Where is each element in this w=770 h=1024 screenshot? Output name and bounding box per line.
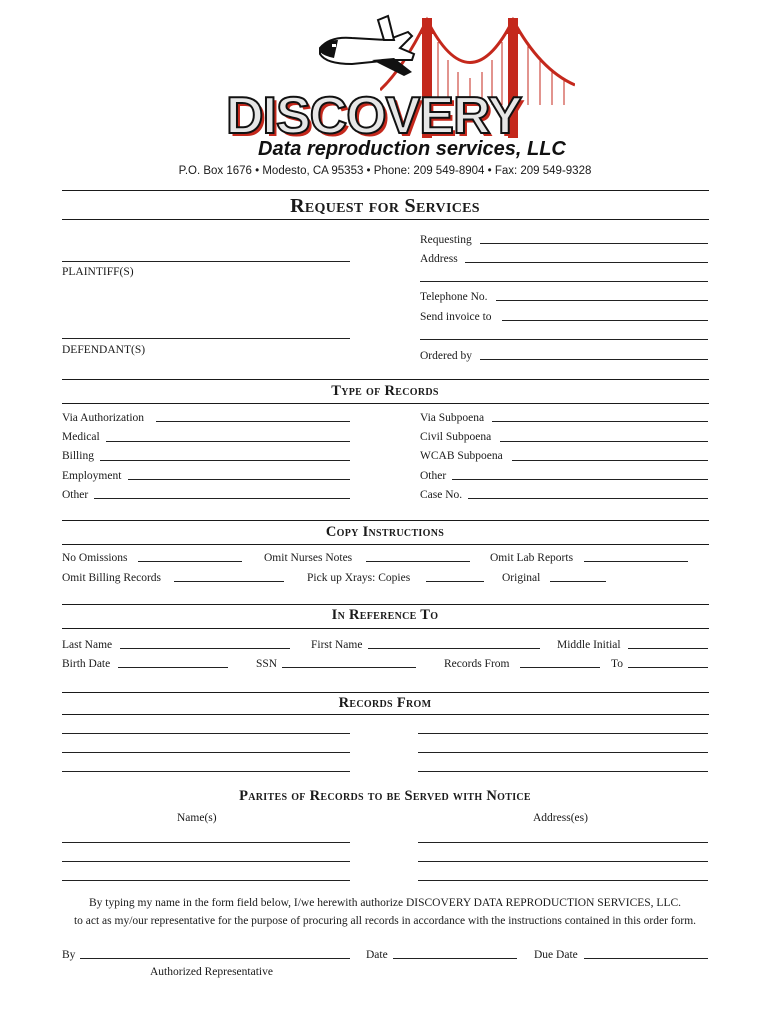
address-field[interactable] — [465, 262, 708, 263]
first-name-field[interactable] — [368, 648, 540, 649]
records-from-heading: Records From — [338, 695, 432, 711]
middle-initial-label: Middle Initial — [557, 639, 621, 651]
party-address-field[interactable] — [418, 842, 708, 843]
original-label: Original — [502, 572, 541, 584]
via-authorization-label: Via Authorization — [62, 412, 145, 424]
records-from-line[interactable] — [62, 752, 350, 753]
due-date-label: Due Date — [534, 949, 578, 961]
authorization-text-line-2: to act as my/our representative for the purpose of procuring all records in accordance with the instructions contained in this order form. — [73, 915, 697, 927]
type-of-records-heading: Type of Records — [331, 383, 439, 399]
divider — [62, 544, 709, 545]
party-name-field[interactable] — [62, 880, 350, 881]
records-from-line[interactable] — [62, 733, 350, 734]
medical-field[interactable] — [106, 441, 350, 442]
employment-label: Employment — [62, 470, 122, 482]
address-field-line-2[interactable] — [420, 281, 708, 282]
defendant-label: DEFENDANT(S) — [62, 344, 146, 356]
records-from-line[interactable] — [418, 752, 708, 753]
company-address: P.O. Box 1676 • Modesto, CA 95353 • Phone: 209 549-8904 • Fax: 209 549-9328 — [178, 165, 592, 177]
address-label: Address — [420, 253, 458, 265]
by-label: By — [62, 949, 76, 961]
other-left-field[interactable] — [94, 498, 350, 499]
ordered-by-label: Ordered by — [420, 350, 473, 362]
authorized-representative-label: Authorized Representative — [150, 966, 273, 978]
divider — [62, 628, 709, 629]
billing-field[interactable] — [100, 460, 350, 461]
records-to-label: To — [611, 658, 623, 670]
records-from-line[interactable] — [418, 771, 708, 772]
other-left-label: Other — [62, 489, 89, 501]
divider — [62, 604, 709, 605]
via-subpoena-field[interactable] — [492, 421, 708, 422]
logo-wordmark: DISCOVERY — [226, 87, 522, 145]
divider — [62, 714, 709, 715]
omit-nurses-notes-label: Omit Nurses Notes — [264, 552, 353, 564]
divider — [62, 190, 709, 191]
omit-billing-records-field[interactable] — [174, 581, 284, 582]
wcab-subpoena-field[interactable] — [512, 460, 708, 461]
send-invoice-field-line-2[interactable] — [420, 339, 708, 340]
authorization-text-line-1: By typing my name in the form field below, I/we herewith authorize DISCOVERY DATA REPRODUCTION SERVICES, LLC. — [88, 897, 682, 909]
omit-lab-reports-field[interactable] — [584, 561, 688, 562]
plaintiff-label: PLAINTIFF(S) — [62, 266, 134, 278]
ssn-field[interactable] — [282, 667, 416, 668]
other-right-label: Other — [420, 470, 447, 482]
civil-subpoena-label: Civil Subpoena — [420, 431, 492, 443]
signature-field[interactable] — [80, 958, 350, 959]
in-reference-to-heading: In Reference To — [331, 607, 439, 623]
case-no-field[interactable] — [468, 498, 708, 499]
send-invoice-field[interactable] — [502, 320, 708, 321]
names-label: Name(s) — [177, 812, 217, 824]
plaintiff-field[interactable] — [62, 261, 350, 262]
divider — [62, 520, 709, 521]
logo-tagline: Data reproduction services, LLC — [258, 138, 566, 160]
via-subpoena-label: Via Subpoena — [420, 412, 485, 424]
records-from-date-label: Records From — [444, 658, 510, 670]
records-from-line[interactable] — [418, 733, 708, 734]
birth-date-label: Birth Date — [62, 658, 111, 670]
via-authorization-field[interactable] — [156, 421, 350, 422]
requesting-label: Requesting — [420, 234, 472, 246]
civil-subpoena-field[interactable] — [500, 441, 708, 442]
billing-label: Billing — [62, 450, 94, 462]
birth-date-field[interactable] — [118, 667, 228, 668]
omit-billing-records-label: Omit Billing Records — [62, 572, 162, 584]
omit-lab-reports-label: Omit Lab Reports — [490, 552, 574, 564]
other-right-field[interactable] — [452, 479, 708, 480]
date-field[interactable] — [393, 958, 517, 959]
due-date-field[interactable] — [584, 958, 708, 959]
telephone-label: Telephone No. — [420, 291, 488, 303]
no-omissions-field[interactable] — [138, 561, 242, 562]
medical-label: Medical — [62, 431, 100, 443]
party-name-field[interactable] — [62, 842, 350, 843]
divider — [62, 379, 709, 380]
records-from-line[interactable] — [62, 771, 350, 772]
copy-instructions-heading: Copy Instructions — [325, 524, 445, 540]
party-name-field[interactable] — [62, 861, 350, 862]
employment-field[interactable] — [128, 479, 350, 480]
xray-copies-field[interactable] — [426, 581, 484, 582]
ssn-label: SSN — [256, 658, 278, 670]
divider — [62, 692, 709, 693]
party-address-field[interactable] — [418, 880, 708, 881]
middle-initial-field[interactable] — [628, 648, 708, 649]
ordered-by-field[interactable] — [480, 359, 708, 360]
telephone-field[interactable] — [496, 300, 708, 301]
party-address-field[interactable] — [418, 861, 708, 862]
space-shuttle-icon — [312, 14, 422, 84]
defendant-field[interactable] — [62, 338, 350, 339]
omit-nurses-notes-field[interactable] — [366, 561, 470, 562]
first-name-label: First Name — [311, 639, 363, 651]
no-omissions-label: No Omissions — [62, 552, 128, 564]
form-title: Request for Services — [290, 195, 480, 217]
addresses-label: Address(es) — [533, 812, 588, 824]
case-no-label: Case No. — [420, 489, 463, 501]
send-invoice-label: Send invoice to — [420, 311, 492, 323]
records-from-date-field[interactable] — [520, 667, 600, 668]
records-to-date-field[interactable] — [628, 667, 708, 668]
wcab-subpoena-label: WCAB Subpoena — [420, 450, 503, 462]
date-label: Date — [366, 949, 388, 961]
divider — [62, 403, 709, 404]
requesting-field[interactable] — [480, 243, 708, 244]
last-name-label: Last Name — [62, 639, 113, 651]
xray-original-field[interactable] — [550, 581, 606, 582]
divider — [62, 219, 709, 220]
parties-heading: Parites of Records to be Served with Notice — [239, 788, 531, 804]
pick-up-xrays-label: Pick up Xrays: Copies — [307, 572, 411, 584]
last-name-field[interactable] — [120, 648, 290, 649]
